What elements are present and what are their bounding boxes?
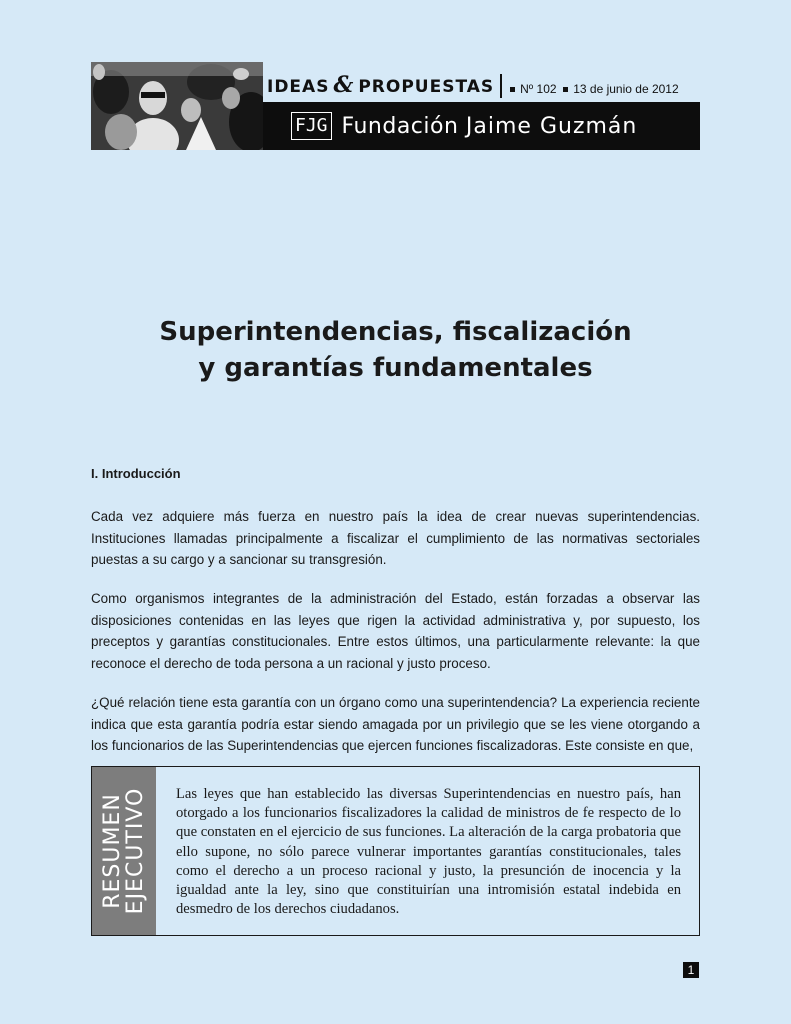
summary-text: Las leyes que han establecido las diversas Superintendencias en nuestro país, han otorgado a los funcionarios fiscalizadores la calidad de ministros de fe respecto de lo que constaten en el ejercicio de sus funciones. La alteración de la carga probatoria que ello supone, no sólo parece vulnerar importantes garantías constitucionales, tales como el derecho a un proceso racional y justo, la presunción de inocencia y la igualdad ante la ley, sino que constituirían una intromisión estatal indebida en desmedro de los derechos ciudadanos.: [176, 786, 681, 918]
title-line-2: y garantías fundamentales: [198, 353, 593, 383]
crowd-photo-image: [91, 62, 263, 150]
series-ampersand: &: [333, 72, 355, 98]
executive-summary-box: [91, 766, 700, 936]
document-title: [91, 314, 700, 386]
summary-label: [101, 788, 147, 915]
foundation-banner: [263, 102, 700, 150]
summary-label-panel: [92, 767, 156, 935]
paragraph: Cada vez adquiere más fuerza en nuestro país la idea de crear nuevas superintendencias. Instituciones llamadas principalmente a fiscalizar el cumplimiento de las normativas sectoriales puestas a su cargo y a sancionar su transgresión.: [91, 509, 700, 567]
series-word-ideas: IDEAS: [267, 77, 330, 97]
header-divider: [500, 74, 502, 98]
bullet-square-icon: [510, 87, 515, 92]
issue-date: 13 de junio de 2012: [573, 82, 679, 96]
title-line-1: Superintendencias, fiscalización: [159, 317, 632, 347]
foundation-name: [342, 114, 638, 139]
foundation-name-light: Jaime Guzmán: [465, 113, 638, 139]
section-heading: I. Introducción: [91, 466, 181, 481]
series-brand: [263, 74, 494, 102]
paragraph: ¿Qué relación tiene esta garantía con un órgano como una superintendencia? La experiencia reciente indica que esta garantía podría estar siendo amagada por un privilegio que se les viene otorgando a los funcionarios de las Superintendencias que ejercen funciones fiscalizadoras. Este consiste en que,: [91, 695, 700, 753]
issue-info: [510, 82, 679, 102]
foundation-name-bold: Fundación: [341, 113, 459, 139]
fjg-logo: FJG: [291, 112, 332, 140]
series-header: [263, 62, 700, 102]
paragraph: Como organismos integrantes de la administración del Estado, están forzadas a observar las disposiciones contenidas en las leyes que rigen la actividad administrativa y, por supuesto, los preceptos y garantías constitucionales. Entre estos últimos, una particularmente relevante: la que reconoce el derecho de toda persona a un racional y justo proceso.: [91, 591, 700, 671]
issue-number: Nº 102: [520, 82, 557, 96]
header-photo: [91, 62, 263, 150]
page-number: 1: [683, 962, 699, 978]
series-word-propuestas: PROPUESTAS: [358, 77, 495, 97]
summary-label-line-1: RESUMEN: [100, 793, 125, 909]
summary-label-line-2: EJECUTIVO: [123, 787, 148, 915]
bullet-square-icon: [563, 87, 568, 92]
